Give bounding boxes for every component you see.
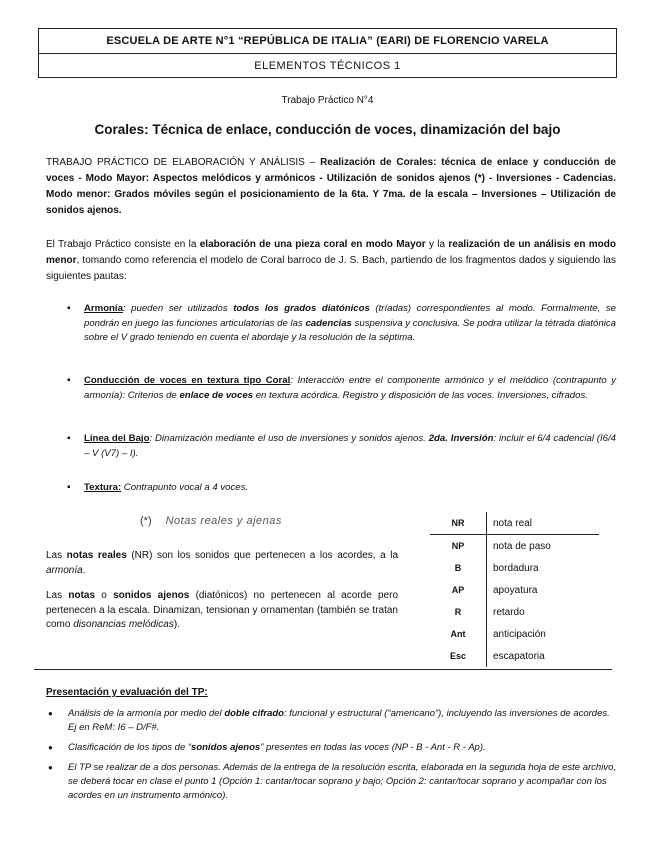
bullet-text: en textura acórdica. Registro y disposición de las voces. Inversiones, cifrados. [253,389,588,401]
abbreviation-row [430,601,599,623]
abbreviation-name: bordadura [493,562,539,574]
abbreviation-row [430,512,599,535]
sa-italic: disonancias melódicas [73,619,174,630]
abbreviation-name: escapatoria [493,650,545,662]
tp-number: Trabajo Práctico N°4 [281,95,374,106]
course-name: ELEMENTOS TÉCNICOS 1 [254,60,401,72]
desc-bold-2: realización de un análisis en modo menor [46,239,617,266]
asterisk-heading [140,515,282,527]
bullet-text: (tríadas) correspondientes al modo. Formalmente, se pondrán en juego las funciones articulatorias de las [84,303,616,329]
sa-bold: sonidos ajenos [113,590,190,601]
abbreviation-name: retardo [493,606,525,618]
bullet-label-conduccion: Conducción de voces en textura tipo Coral [84,375,291,386]
bullet-text: : Dinamización mediante el uso de inversiones y sonidos ajenos. [149,433,429,444]
presentation-item-2 [68,741,616,755]
abbreviation-table [430,512,599,667]
nr-text: . [82,564,86,576]
nr-bold: notas reales [66,550,127,561]
description-paragraph [46,237,616,285]
nr-italic: armonía [46,564,83,576]
school-name: ESCUELA DE ARTE N°1 “REPÚBLICA DE ITALIA” (EARI) DE FLORENCIO VARELA [39,29,616,54]
header-box [38,28,617,78]
presentation-list [68,707,616,809]
section-divider [34,669,612,670]
bullet-text: : incluir el 6/4 cadencial (I6/4 – V (V7) – I). [84,433,617,459]
bullet-bold: todos los grados diatónicos [233,303,370,314]
page-title: Corales: Técnica de enlace, conducción de voces, dinamización del bajo [94,122,561,137]
nr-text: Las [46,550,67,561]
notas-reales-paragraph [46,549,398,578]
abbreviation-code: AP [430,579,487,601]
bullet-bold: cadencias [305,317,352,329]
desc-text-1: El Trabajo Práctico consiste en la [46,239,200,250]
intro-lead: TRABAJO PRÁCTICO DE ELABORACIÓN Y ANÁLISIS – [46,157,321,168]
bullet-armonia [84,302,616,346]
abbreviation-row [430,535,599,558]
bullet-item [84,374,616,403]
desc-text-2: y la [425,239,449,250]
bullet-label-bajo: Línea del Bajo [84,433,150,444]
abbreviation-code: Esc [430,645,487,667]
abbreviation-code: B [430,557,487,579]
bullet-textura [84,481,616,496]
bullet-text: Contrapunto vocal a 4 voces. [121,482,249,493]
asterisk-mark: (*) [140,515,152,527]
bullet-text: : Interacción entre el componente armónico y el melódico (contrapunto y armonía): Criterios de [84,375,617,401]
pres-text: ” presentes en todas las voces (NP - B - Ant - R - Ap). [260,742,486,753]
pres-text: El TP se realizar de a dos personas. Además de la entrega de la resolución escrita, elaborada en la segunda hoja de este archivo, se deberá tocar en clase el punto 1 (Opción 1: cantar/tocar soprano y bajo; Opción 2: cantar/tocar soprano y acompañar con los acordes en un instrumento armónico). [68,762,616,801]
bullet-bajo [84,432,616,461]
sa-text: ). [173,619,180,630]
intro-paragraph [46,155,616,219]
bullet-bold: enlace de voces [179,389,254,401]
intro-topics: Realización de Corales: técnica de enlace y conducción de voces - Modo Mayor: Aspectos melódicos y armónicos - Utilización de sonidos ajenos (*) - Inversiones - Cadencias. Modo menor: Grados móviles según el posicionamiento de la 6ta. Y 7ma. de la escala – Inversiones – Utilización de sonidos ajenos. [46,157,616,216]
nr-text: (NR) son los sonidos que pertenecen a los acordes, a la [126,550,399,561]
abbreviation-name: nota de paso [493,540,551,552]
sa-text: o [95,590,114,601]
bullet-item [84,481,616,496]
bullet-item [84,432,616,461]
sa-text: Las [46,590,69,601]
abbreviation-row [430,557,599,579]
abbreviation-name: nota real [487,512,600,535]
presentation-title: Presentación y evaluación del TP: [46,687,208,698]
abbreviation-code: NR [430,512,487,535]
pres-text: Clasificación de los tipos de “ [68,742,192,753]
bullet-text: : pueden ser utilizados [122,303,234,314]
abbreviation-row [430,623,599,645]
abbreviation-code: R [430,601,487,623]
abbreviation-row [430,645,599,667]
sa-bold: notas [68,590,96,601]
abbreviation-row [430,579,599,601]
bullet-conduccion [84,374,616,403]
abbreviation-name: apoyatura [493,584,538,596]
pres-text: : funcional y estructural (“americano”), incluyendo las inversiones de acordes. Ej en ReM: I6 – D/F#. [68,708,610,733]
sonidos-ajenos-paragraph [46,589,398,633]
bullet-label-textura: Textura: [84,482,122,493]
pres-bold: sonidos ajenos [191,742,261,753]
pres-bold: doble cifrado [224,708,284,719]
sa-text: (diatónicos) no pertenecen al acorde pero pertenecen a la escala. Dinamizan, tensionan y ornamentan (también se tratan como [46,590,399,630]
abbreviation-name: anticipación [493,628,546,640]
bullet-text: suspensiva y conclusiva. Se podra utilizar la tétrada diatónica sobre el V grado teniendo en cuenta el abordaje y la resolución de la séptima. [84,317,616,343]
bullet-label-armonia: Armonía [84,303,123,314]
presentation-item-1 [68,707,616,735]
presentation-item-3 [68,761,616,803]
asterisk-label: Notas reales y ajenas [165,515,282,527]
bullet-bold: 2da. Inversión [428,433,494,444]
abbreviation-code: NP [430,535,487,558]
desc-bold-1: elaboración de una pieza coral en modo Mayor [199,239,426,250]
desc-text-3: , tomando como referencia el modelo de Coral barroco de J. S. Bach, partiendo de los fragmentos dados y siguiendo las siguientes pautas: [46,255,616,282]
bullet-item [84,302,616,346]
pres-text: Análisis de la armonía por medio del [68,708,225,719]
abbreviation-code: Ant [430,623,487,645]
